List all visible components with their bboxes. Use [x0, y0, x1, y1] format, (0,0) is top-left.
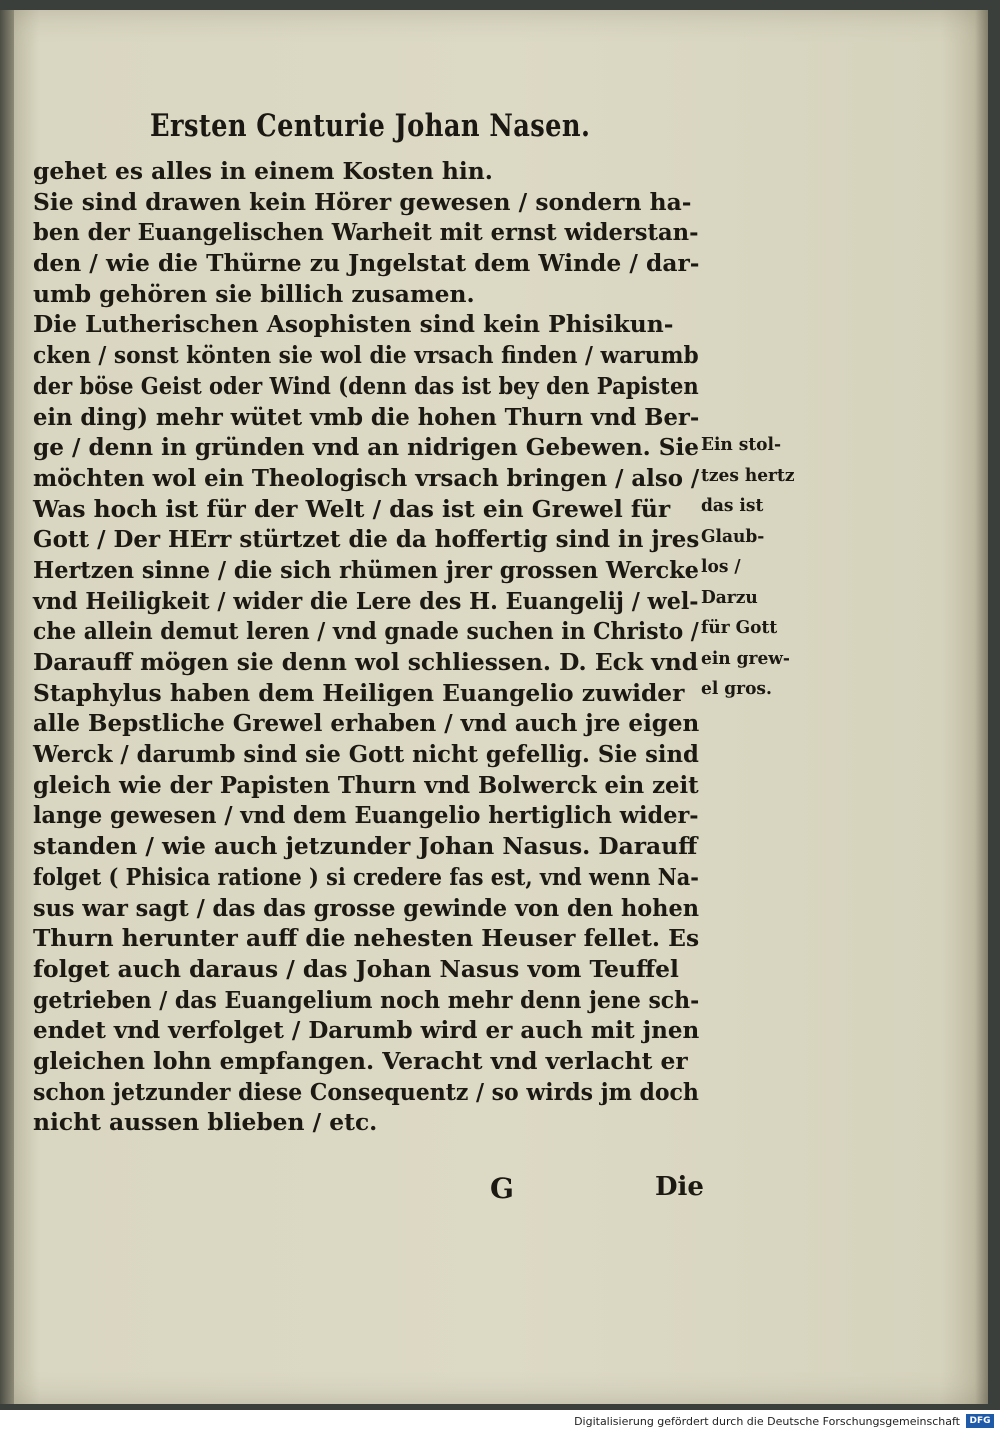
text-line: lange gewesen / vnd dem Euangelio hertiglich wider- [33, 801, 699, 830]
text-line: gleich wie der Papisten Thurn vnd Bolwerck ein zeit [33, 770, 699, 799]
text-line: sus war sagt / das das grosse gewinde von den hohen [33, 893, 699, 922]
text-line: ben der Euangelischen Warheit mit ernst widerstan- [33, 218, 699, 247]
text-line: folget ( Phisica ratione ) si credere fas est, vnd wenn Na- [33, 862, 699, 891]
text-line: Werck / darumb sind sie Gott nicht gefellig. Sie sind [33, 740, 699, 769]
text-line: vnd Heiligkeit / wider die Lere des H. Euangelij / wel- [33, 586, 699, 615]
text-line: standen / wie auch jetzunder Johan Nasus. Darauff [33, 832, 698, 861]
margin-note-line: ein grew- [701, 647, 791, 669]
text-line: getrieben / das Euangelium noch mehr denn jene sch- [33, 985, 700, 1014]
margin-note-line: los / [701, 556, 741, 577]
text-line: alle Bepstliche Grewel erhaben / vnd auch jre eigen [33, 709, 700, 738]
text-line: che allein demut leren / vnd gnade suchen in Christo / [33, 617, 699, 646]
margin-note-line: Darzu [701, 586, 758, 608]
text-line: der böse Geist oder Wind (denn das ist bey den Papisten [33, 371, 699, 400]
text-line: möchten wol ein Theologisch vrsach bringen / also / [33, 463, 700, 492]
text-line: nicht aussen blieben / etc. [33, 1108, 378, 1137]
book-page [0, 10, 988, 1404]
text-line: Thurn herunter auff die nehesten Heuser fellet. Es [33, 924, 700, 953]
dfg-logo: DFG [966, 1414, 994, 1428]
text-line: Darauff mögen sie denn wol schliessen. D. Eck vnd [33, 648, 699, 676]
text-line: cken / sonst könten sie wol die vrsach finden / warumb [33, 341, 699, 370]
footer-bar [0, 1410, 1000, 1434]
page-gutter [0, 10, 14, 1404]
margin-note-line: Glaub- [701, 525, 765, 547]
margin-note-line: für Gott [701, 617, 778, 638]
margin-note [701, 430, 811, 705]
text-line: gleichen lohn empfangen. Veracht vnd verlacht er [33, 1046, 688, 1075]
text-line: den / wie die Thürne zu Jngelstat dem Winde / dar- [33, 249, 700, 278]
text-line: ge / denn in gründen vnd an nidrigen Gebewen. Sie [33, 433, 700, 462]
running-header: Ersten Centurie Johan Nasen. [150, 108, 591, 144]
text-line: gehet es alles in einem Kosten hin. [33, 157, 493, 185]
text-line: Gott / Der HErr stürtzet die da hoffertig sind in jres [33, 525, 700, 554]
funding-credit: Digitalisierung gefördert durch die Deutsche Forschungsgemeinschaft [574, 1415, 960, 1428]
text-line: Hertzen sinne / die sich rhümen jrer grossen Wercke [33, 555, 699, 584]
text-line: schon jetzunder diese Consequentz / so wirds jm doch [33, 1077, 699, 1106]
body-text [33, 156, 703, 1138]
margin-note-line: Ein stol- [701, 434, 782, 455]
margin-note-line: das ist [701, 495, 764, 516]
text-line: Staphylus haben dem Heiligen Euangelio zuwider [33, 678, 685, 707]
text-line: Sie sind drawen kein Hörer gewesen / sondern ha- [33, 187, 692, 216]
text-line: endet vnd verfolget / Darumb wird er auch mit jnen [33, 1016, 700, 1045]
text-line: Die Lutherischen Asophisten sind kein Phisikun- [33, 310, 674, 339]
margin-note-line: tzes hertz [701, 464, 795, 486]
catchword: Die [655, 1172, 704, 1202]
text-line: ein ding) mehr wütet vmb die hohen Thurn vnd Ber- [33, 402, 700, 431]
signature-mark: G [490, 1172, 514, 1205]
text-line: Was hoch ist für der Welt / das ist ein Grewel für [33, 494, 671, 523]
text-line: folget auch daraus / das Johan Nasus vom Teuffel [33, 954, 679, 983]
text-line: umb gehören sie billich zusamen. [33, 279, 475, 308]
margin-note-line: el gros. [701, 678, 772, 699]
